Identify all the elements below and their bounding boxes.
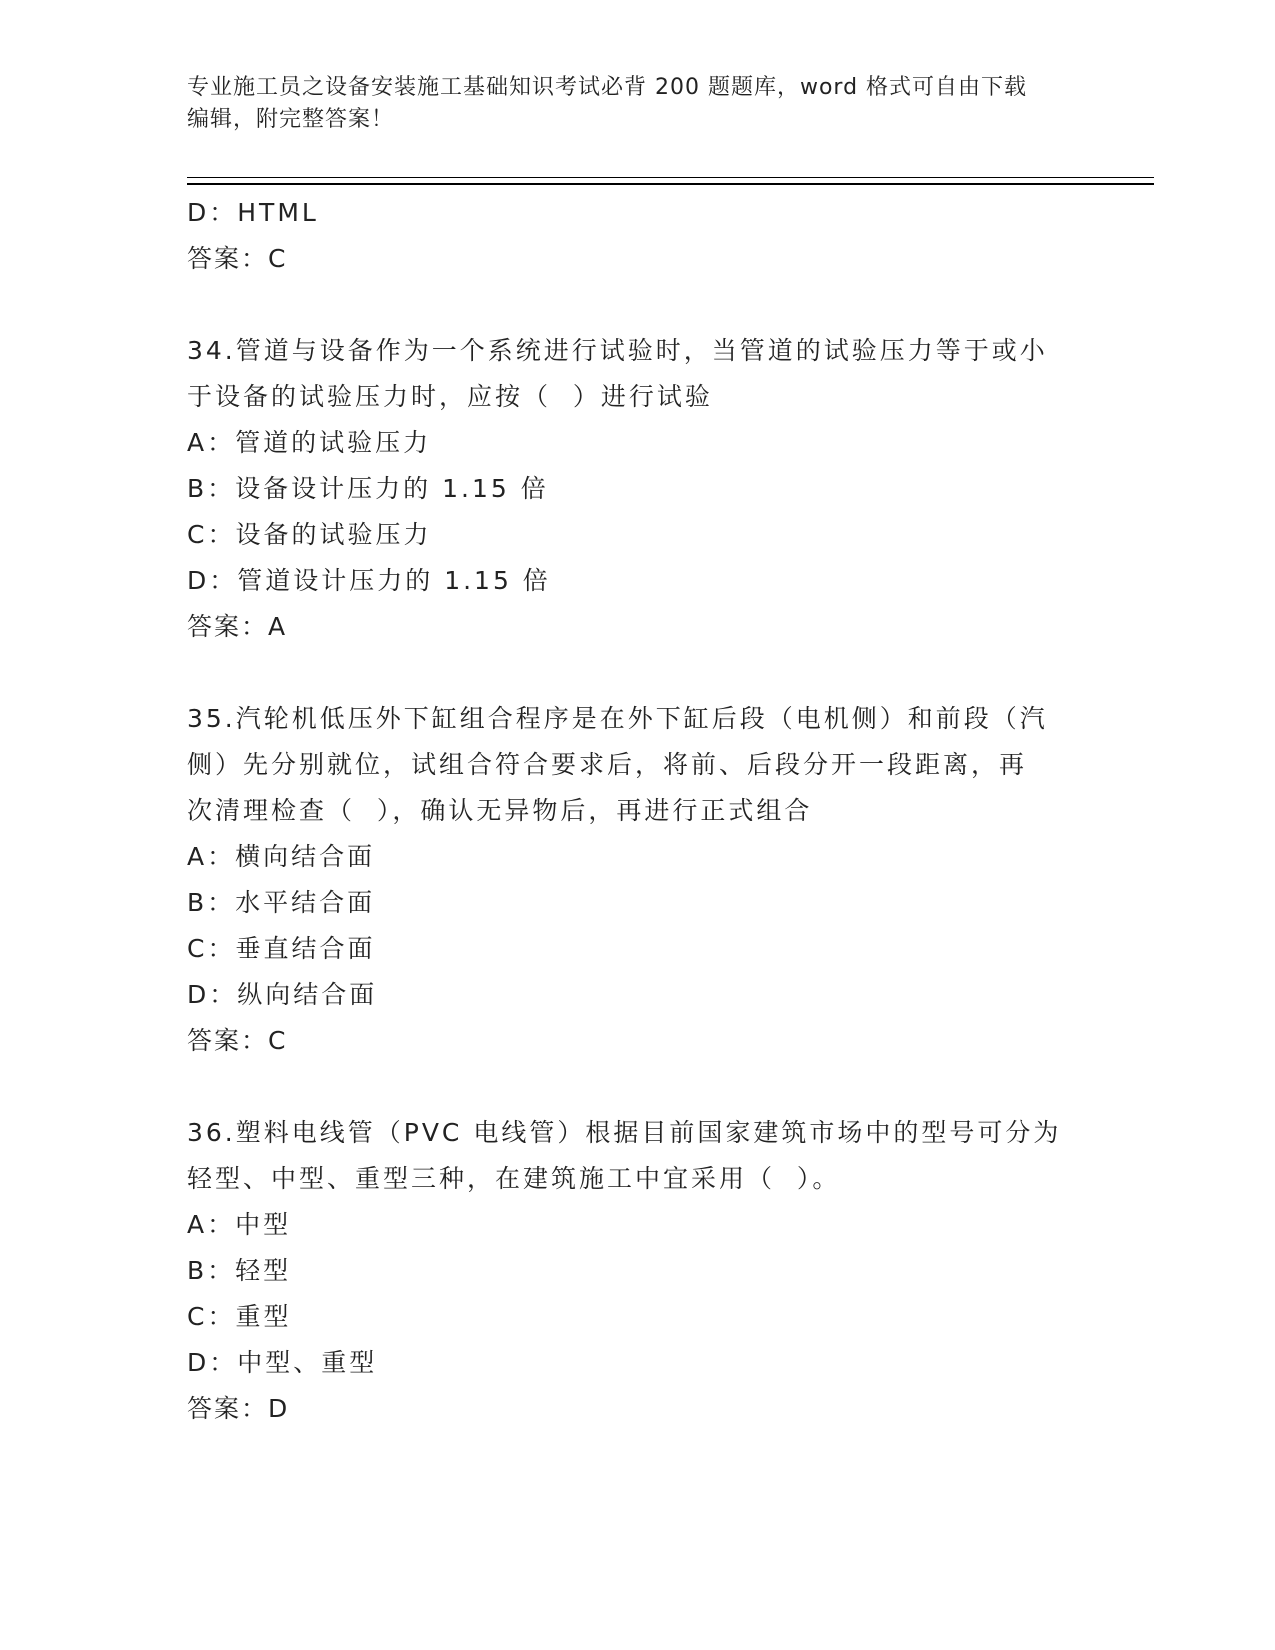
question-stem: 34.管道与设备作为一个系统进行试验时，当管道的试验压力等于或小 [187,336,1048,365]
question-stem: 35.汽轮机低压外下缸组合程序是在外下缸后段（电机侧）和前段（汽 [187,704,1048,733]
option-c: C：垂直结合面 [187,934,376,963]
option-d: D：HTML [187,198,319,227]
option-d: D：纵向结合面 [187,980,378,1009]
spacer [187,650,1087,696]
option-d: D：管道设计压力的 1.15 倍 [187,566,551,595]
spacer [187,1064,1087,1110]
question-35 [187,696,1087,1064]
header-divider [187,177,1154,185]
option-b: B：水平结合面 [187,888,376,917]
header-line-2: 编辑，附完整答案！ [187,107,395,132]
option-a: A：管道的试验压力 [187,428,432,457]
question-stem: 于设备的试验压力时，应按（ ）进行试验 [187,382,713,411]
question-stem: 次清理检查（ ），确认无异物后，再进行正式组合 [187,796,813,825]
previous-question-tail [187,190,1087,282]
answer-line: 答案：A [187,612,288,641]
document-body [187,190,1087,1432]
page-header [187,72,1087,136]
question-34 [187,328,1087,650]
question-36 [187,1110,1087,1432]
option-d: D：中型、重型 [187,1348,378,1377]
option-b: B：设备设计压力的 1.15 倍 [187,474,549,503]
spacer [187,282,1087,328]
option-a: A：横向结合面 [187,842,376,871]
option-a: A：中型 [187,1210,292,1239]
question-stem: 侧）先分别就位，试组合符合要求后，将前、后段分开一段距离，再 [187,750,1028,779]
header-line-1: 专业施工员之设备安装施工基础知识考试必背 200 题题库，word 格式可自由下载 [187,75,1028,100]
answer-line: 答案：D [187,1394,290,1423]
option-b: B：轻型 [187,1256,292,1285]
answer-line: 答案：C [187,244,288,273]
option-c: C：设备的试验压力 [187,520,432,549]
option-c: C：重型 [187,1302,292,1331]
question-stem: 36.塑料电线管（PVC 电线管）根据目前国家建筑市场中的型号可分为 [187,1118,1062,1147]
question-stem: 轻型、中型、重型三种，在建筑施工中宜采用（ ）。 [187,1164,841,1193]
answer-line: 答案：C [187,1026,288,1055]
